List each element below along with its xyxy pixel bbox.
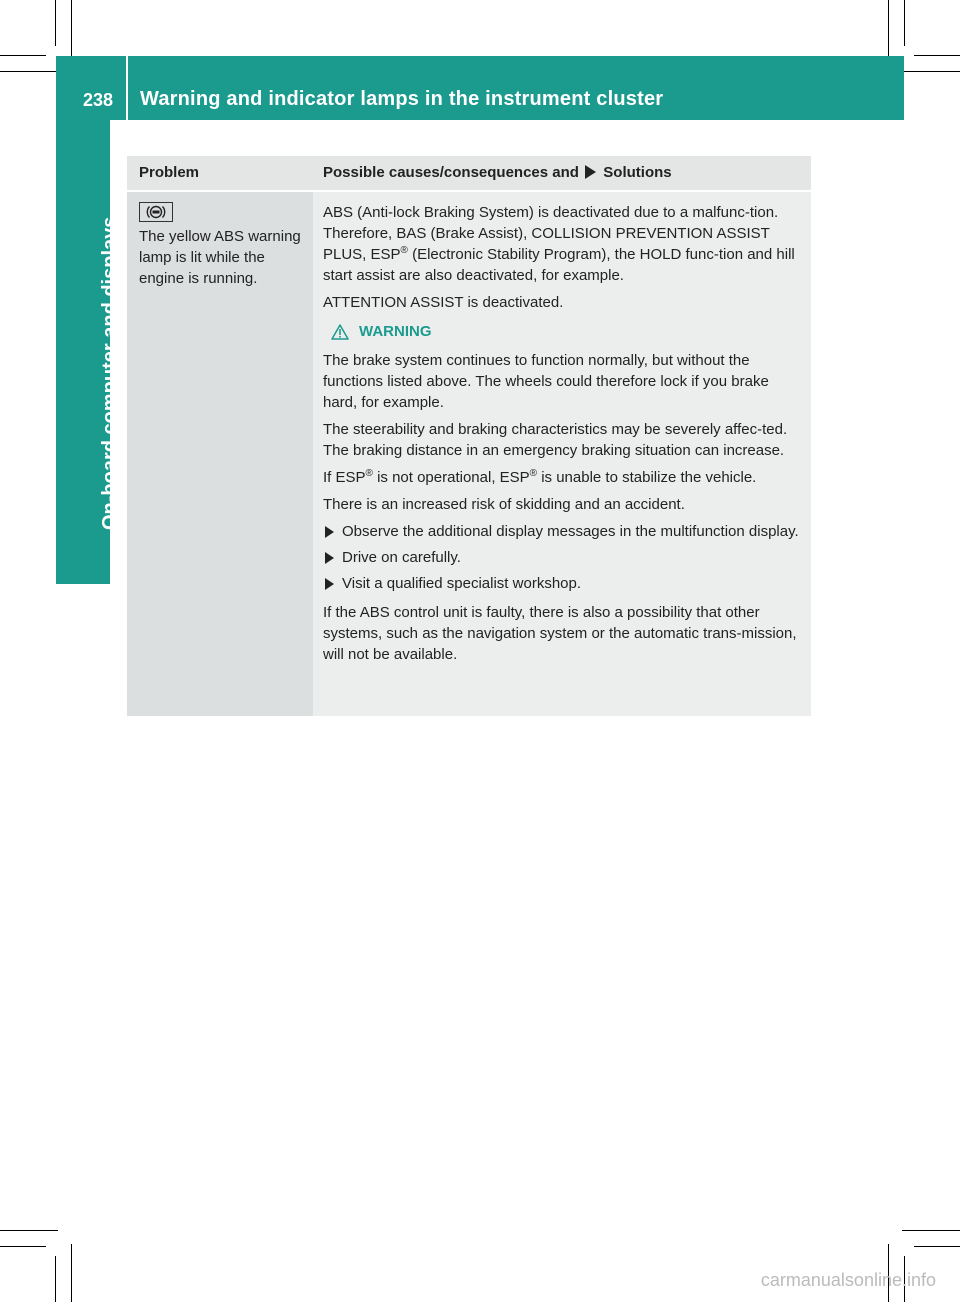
page-number: 238 [83,90,114,110]
crop-mark [0,1246,46,1247]
step-arrow-icon [325,552,334,564]
abs-deactivated-paragraph [323,202,805,286]
paragraph-text: If ESP [323,469,366,486]
step-arrow-icon [325,526,334,538]
step-text: Observe the additional display messages in the multifunction display. [342,523,799,540]
abs-control-unit-paragraph: If the ABS control unit is faulty, there is also a possibility that other systems, such as the navigation system or the automatic trans-mission, will not be available. [323,604,797,663]
warning-paragraph: The brake system continues to function normally, but without the functions listed above. The wheels could therefore lock if you brake hard, for example. [323,352,769,411]
crop-mark [888,0,889,58]
problem-description: The yellow ABS warning lamp is lit while the engine is running. [139,228,301,287]
column-header-solutions-text: Possible causes/consequences and [323,164,579,181]
table-header-row [127,156,811,190]
crop-mark [71,0,72,58]
crop-mark [71,1244,72,1302]
paragraph-text: is unable to stabilize the vehicle. [537,469,757,486]
table-row [127,192,811,716]
warning-paragraph: There is an increased risk of skidding and an accident. [323,496,685,513]
crop-mark [55,0,56,46]
crop-mark [914,1246,960,1247]
crop-mark [902,1230,960,1231]
problem-solution-table [127,156,811,716]
solution-cell [313,192,811,716]
list-item [323,573,805,594]
crop-mark [914,55,960,56]
column-header-solutions-suffix: Solutions [603,164,672,181]
header-divider [126,56,128,120]
warning-paragraph [323,467,805,488]
warning-paragraph: The steerability and braking characteristics may be severely affec-ted. The braking distance in an emergency braking situation can increase. [323,421,788,459]
registered-mark: ® [400,245,408,256]
problem-cell [127,192,313,716]
paragraph-text: ABS (Anti-lock Braking System) is deactivated due to a malfunc-tion. Therefore, BAS (Brake Assist), COLLISION PREVENTION ASSIST PLUS, ESP [323,204,779,263]
step-arrow-icon [325,578,334,590]
crop-mark [0,71,58,72]
registered-mark: ® [365,468,373,479]
column-header-problem: Problem [139,164,200,181]
paragraph-text: (Electronic Stability Program), the HOLD func-tion and hill start assist are also deactivated, for example. [323,246,795,284]
column-header-solutions [313,156,811,190]
side-tab-label: On-board computer and displays [99,216,121,530]
crop-mark [902,71,960,72]
warning-heading [331,321,805,342]
list-item [323,521,805,542]
warning-triangle-icon [331,324,349,340]
crop-mark [904,0,905,46]
crop-mark [0,1230,58,1231]
paragraph-text: is not operational, ESP [372,469,530,486]
step-text: Drive on carefully. [342,549,461,566]
crop-mark [0,55,46,56]
crop-mark [55,1256,56,1302]
attention-assist-paragraph: ATTENTION ASSIST is deactivated. [323,294,564,311]
section-title: Warning and indicator lamps in the instrument cluster [140,88,664,110]
abs-warning-lamp-icon [139,202,173,222]
list-item [323,547,805,568]
watermark: carmanualsonline.info [760,1270,936,1290]
arrow-right-icon [585,165,596,179]
registered-mark: ® [529,468,538,479]
warning-label: WARNING [359,323,432,340]
step-text: Visit a qualified specialist workshop. [342,575,582,592]
